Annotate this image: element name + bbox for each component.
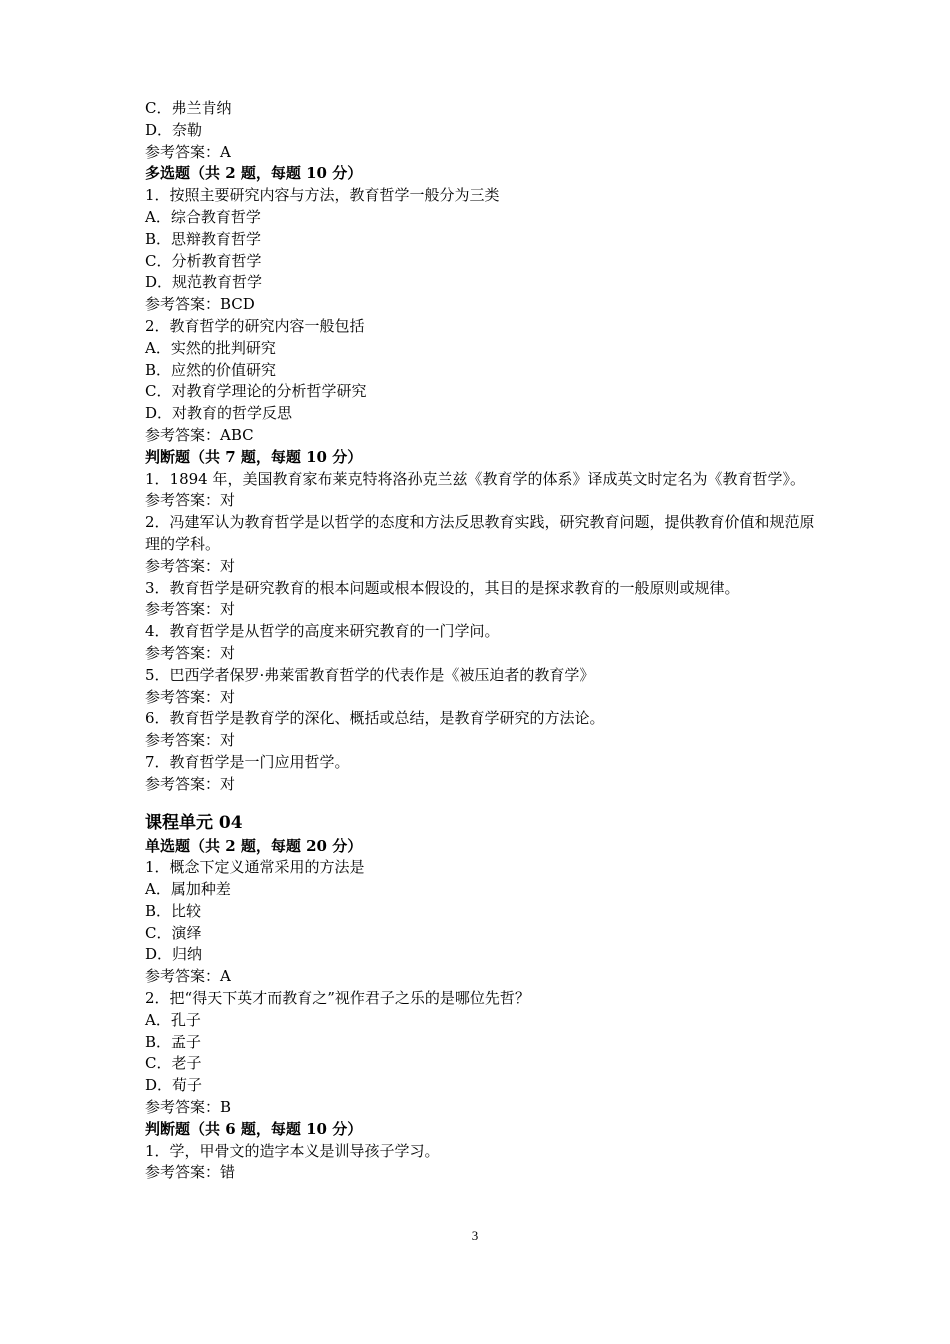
question-stem: 1．1894 年，美国教育家布莱克特将洛孙克兰兹《教育学的体系》译成英文时定名为《教育哲学》。: [145, 469, 805, 488]
question-stem: 1．按照主要研究内容与方法，教育哲学一般分为三类: [145, 186, 500, 205]
answer-line: 参考答案：对: [145, 774, 236, 793]
unit-title: 课程单元 04: [145, 812, 243, 833]
option-line: B．比较: [145, 901, 202, 920]
option-line: D．规范教育哲学: [145, 273, 263, 292]
question-stem: 3．教育哲学是研究教育的根本问题或根本假设的，其目的是探求教育的一般原则或规律。: [145, 578, 740, 597]
option-line: A．孔子: [145, 1010, 201, 1029]
option-line: C．老子: [145, 1054, 202, 1073]
page-number: 3: [471, 1228, 479, 1243]
option-line: D．归纳: [145, 945, 203, 964]
answer-line: 参考答案：对: [145, 643, 236, 662]
answer-line: 参考答案：对: [145, 600, 236, 619]
answer-line: 参考答案：对: [145, 731, 236, 750]
answer-line: 参考答案：A: [145, 967, 231, 986]
option-line: D．荀子: [145, 1076, 203, 1095]
question-stem: 6．教育哲学是教育学的深化、概括或总结，是教育学研究的方法论。: [145, 709, 605, 728]
option-line: A．实然的批判研究: [145, 338, 276, 357]
option-line: C．对教育学理论的分析哲学研究: [145, 382, 367, 401]
question-stem: 7．教育哲学是一门应用哲学。: [145, 752, 350, 771]
option-line: D．对教育的哲学反思: [145, 404, 293, 423]
question-stem: 4．教育哲学是从哲学的高度来研究教育的一门学问。: [145, 622, 500, 641]
option-line: A．综合教育哲学: [145, 207, 261, 226]
question-stem: 2．冯建军认为教育哲学是以哲学的态度和方法反思教育实践，研究教育问题，提供教育价值和规范原理的学科。: [145, 513, 815, 553]
answer-line: 参考答案：对: [145, 556, 236, 575]
answer-line: 参考答案：对: [145, 491, 236, 510]
section-heading-true-false: 判断题（共 7 题，每题 10 分）: [145, 447, 363, 466]
option-line: B．思辩教育哲学: [145, 229, 262, 248]
answer-line: 参考答案：ABC: [145, 425, 254, 444]
answer-line: 参考答案：错: [145, 1163, 236, 1182]
option-line: A．属加种差: [145, 880, 231, 899]
option-line: B．孟子: [145, 1032, 202, 1051]
question-stem: 1．概念下定义通常采用的方法是: [145, 858, 365, 877]
answer-line: 参考答案：A: [145, 142, 231, 161]
answer-line: 参考答案：B: [145, 1098, 232, 1117]
section-heading-multiple-choice: 多选题（共 2 题，每题 10 分）: [145, 164, 363, 183]
option-line: C．演绎: [145, 923, 202, 942]
question-stem: 1．学，甲骨文的造字本义是训导孩子学习。: [145, 1141, 440, 1160]
option-line: B．应然的价值研究: [145, 360, 277, 379]
option-line: C．分析教育哲学: [145, 251, 262, 270]
page-content: [145, 98, 825, 1184]
option-line: C．弗兰肯纳: [145, 99, 232, 117]
section-heading-true-false: 判断题（共 6 题，每题 10 分）: [145, 1119, 363, 1138]
question-stem: 2．把“得天下英才而教育之”视作君子之乐的是哪位先哲？: [145, 989, 530, 1008]
question-stem: 2．教育哲学的研究内容一般包括: [145, 316, 365, 335]
section-heading-single-choice: 单选题（共 2 题，每题 20 分）: [145, 836, 363, 855]
question-stem: 5．巴西学者保罗·弗莱雷教育哲学的代表作是《被压迫者的教育学》: [145, 665, 595, 684]
option-line: D．奈勒: [145, 120, 203, 139]
answer-line: 参考答案：BCD: [145, 295, 255, 314]
answer-line: 参考答案：对: [145, 687, 236, 706]
